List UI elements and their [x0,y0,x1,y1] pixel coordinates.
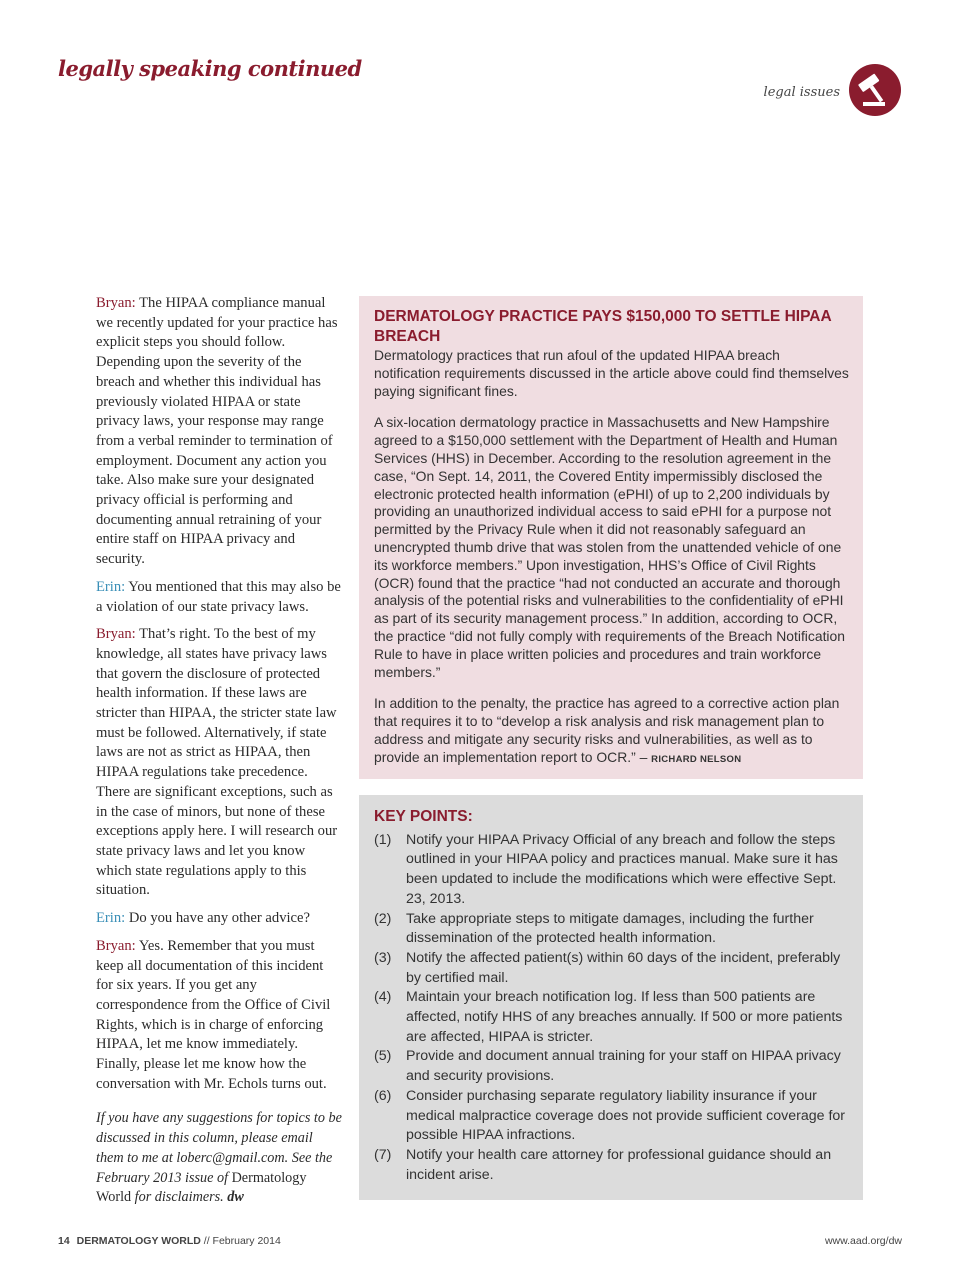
key-points-title: KEY POINTS: [374,808,473,825]
key-point-number: (6) [374,1087,392,1104]
dialogue-paragraph [96,578,342,617]
key-point-text: Take appropriate steps to mitigate damages, including the further dissemination of the protected health information. [406,910,814,947]
dialogue-text: Do you have any other advice? [128,910,310,927]
article-dialogue [96,294,342,1216]
page-number: 14 [58,1235,70,1247]
issue-date: // February 2014 [203,1235,281,1247]
dialogue-text: The HIPAA compliance manual we recently updated for your practice has explicit steps you should follow. Depending upon the severity of the breach and whether this individual has previously violated HIPAA or state privacy laws, your response may range from a verbal reminder to termination of employment. Document any action you take. Also make sure your designated privacy official is performing and documenting annual retraining of your entire staff on HIPAA privacy and security. [96,295,338,568]
dialogue-text: Yes. Remember that you must keep all documentation of this incident for six years. If you get any correspondence from the Office of Civil Rights, which is in charge of enforcing HIPAA, let me know immediately. Finally, please let me know how the conversation with Mr. Echols turns out. [96,937,331,1092]
key-point-number: (3) [374,949,392,966]
key-point-text: Notify the affected patient(s) within 60 days of the incident, preferably by certified mail. [406,949,841,986]
magazine-name: DERMATOLOGY WORLD [76,1235,201,1247]
publication-name: Dermatology World [96,1169,307,1206]
key-point-text: Notify your HIPAA Privacy Official of any breach and follow the steps outlined in your HIPAA policy and practices manual. Make sure it has been updated to include the modifications which were effective Sept. 23, 2013. [406,831,838,907]
dialogue-paragraph [96,294,342,570]
key-point-item [374,988,851,1047]
key-point-item [374,949,851,988]
key-point-text: Maintain your breach notification log. If less than 500 patients are affected, notify HHS of any breaches annually. If 500 or more patients are affected, HIPAA is stricter. [406,989,843,1045]
dialogue-text: That’s right. To the best of my knowledge, all states have privacy laws that govern the disclosure of protected health information. If these laws are stricter than HIPAA, the stricter state law must be followed. Alternatively, if state laws are not as strict as HIPAA, then HIPAA regulations take precedence. There are significant exceptions, such as in the case of minors, but none of these exceptions apply here. I will research our state privacy laws and let you know which state regulations apply to this situation. [96,626,338,899]
dialogue-paragraph [96,625,342,901]
footer-url[interactable]: www.aad.org/dw [824,1235,902,1247]
sidebar-box [359,296,863,779]
sidebar-byline: RICHARD NELSON [651,753,742,765]
key-point-item [374,1146,851,1185]
key-point-text: Notify your health care attorney for professional guidance should an incident arise. [406,1146,832,1183]
category-label: legal issues [763,85,840,100]
key-point-item [374,1087,851,1146]
signoff: dw [227,1189,244,1206]
key-point-number: (4) [374,989,392,1006]
key-point-number: (1) [374,831,392,848]
gavel-icon [849,64,901,116]
footer-folio [58,1235,281,1247]
sidebar-body: A six-location dermatology practice in Massachusetts and New Hampshire agreed to a $150,000 settlement with the Department of Health and Human Services (HHS) in December. According to the resolution agreement in the case, “On Sept. 14, 2011, the Covered Entity impermissibly disclosed the electronic protected health information (ePHI) of up to 2,200 individuals by providing an unauthorized individual access to said ePHI for a purpose not permitted by the Privacy Rule when it did not reasonably safeguard an unencrypted thumb drive that was stolen from the unattended vehicle of one its workforce members.” Upon investigation, HHS’s Office of Civil Rights (OCR) found that the practice “had not conducted an accurate and thorough analysis of the potential risks and vulnerabilities to the confidentiality of ePHI as part of its security management process.” In addition, according to OCR, the practice “did not fully comply with requirements of the Breach Notification Rule to have in place written policies and procedures and train workforce members.” [374,414,845,680]
key-point-item [374,1047,851,1086]
key-point-text: Provide and document annual training for your staff on HIPAA privacy and security provisions. [406,1048,841,1085]
dialogue-paragraph [96,909,342,929]
sidebar-intro: Dermatology practices that run afoul of the updated HIPAA breach notification requirements discussed in the article above could find themselves paying significant fines. [374,347,849,399]
section-title: legally speaking continued [58,56,362,81]
key-point-number: (5) [374,1048,392,1065]
key-point-number: (7) [374,1146,392,1163]
key-point-item [374,831,851,910]
note-text: If you have any suggestions for topics to be discussed in this column, please email them to me at loberc@gmail.com. See the February 2013 issue of [96,1110,342,1186]
speaker-label: Erin: [96,578,126,595]
key-point-text: Consider purchasing separate regulatory liability insurance if your medical malpractice coverage does not provide sufficient coverage for possible HIPAA infractions. [406,1087,845,1144]
note-text-end: for disclaimers. [134,1189,224,1206]
key-point-item [374,910,851,949]
sidebar-headline: DERMATOLOGY PRACTICE PAYS $150,000 TO SETTLE HIPAA BREACH [374,308,832,345]
key-point-number: (2) [374,910,392,927]
dialogue-text: You mentioned that this may also be a violation of our state privacy laws. [96,578,341,615]
closing-note [96,1109,342,1208]
speaker-label: Erin: [96,910,126,927]
key-points-box [359,795,863,1200]
sidebar-closing-paragraph [374,695,849,768]
sidebar-closing: In addition to the penalty, the practice has agreed to a corrective action plan that requires it to to “develop a risk analysis and risk management plan to address and mitigate any security risks and vulnerabilities, as well as to provide an implementation report to OCR.” – [374,695,840,765]
dialogue-paragraph [96,937,342,1095]
speaker-label: Bryan: [96,295,136,311]
speaker-label: Bryan: [96,626,136,643]
speaker-label: Bryan: [96,937,136,954]
